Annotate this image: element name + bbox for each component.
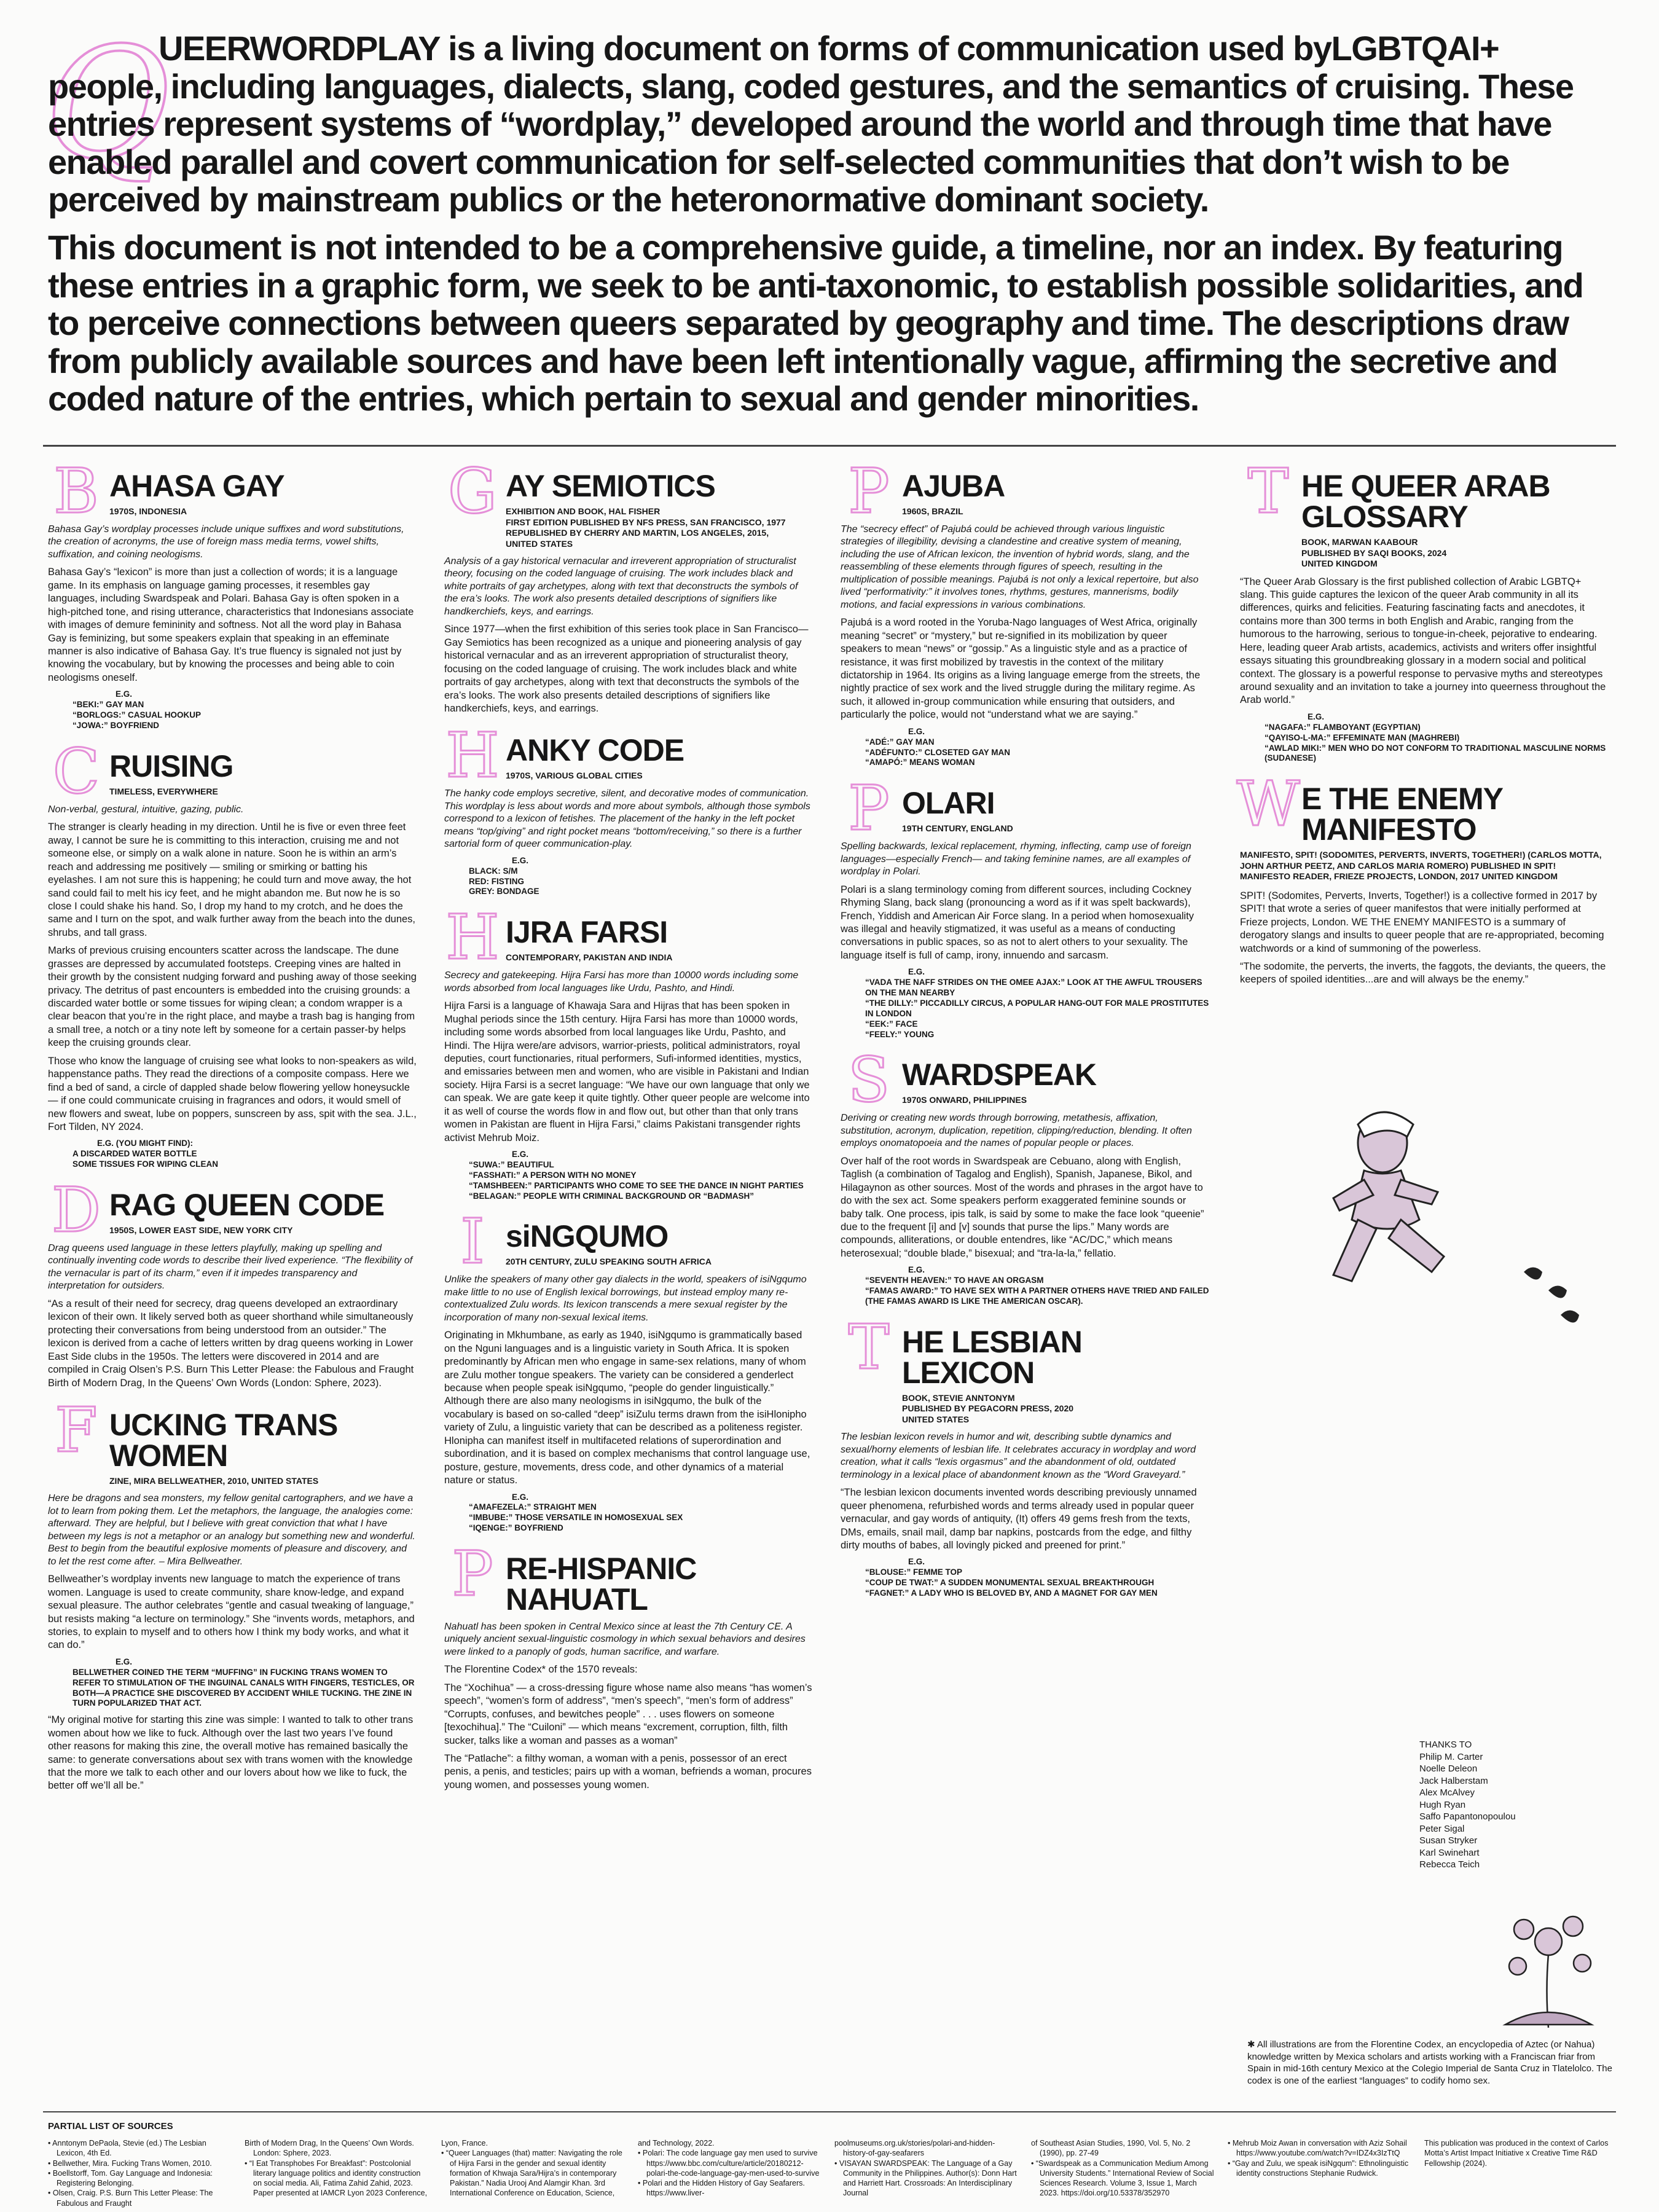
drop-cap [444, 720, 501, 792]
entry-body: The stranger is clearly heading in my direction. Until he is five or even three feet away, I cannot be sure he is committing to this interaction, cruising me and not someone else, or simply on a walk alone in nature. Soon he is within an arm’s reach and addressing me positively — smiling or smirking or batting his eyelashes. I am not sure this is happening; he could turn and move away, the hot sand could fail to melt his icy feet, and he might abandon me. But now he is so close I could shake his hand. So, I drop my hand to my crotch, and he does the same and I turn on the spot, and walk further away from the beach into the dunes, shrubs, and tall grass. [48, 822, 416, 938]
sources-col-6: of Southeast Asian Studies, 1990, Vol. 5, No. 2 (1990), pp. 27-49 • “Swardspeak as a Communication Medium Among University Students.” International Review of Social Sciences Research. Volume 3, Issue 1, March 2023. https://doi.org/10.53378/352970 [1031, 2139, 1214, 2198]
entry-lesbian-lexicon [841, 1311, 1209, 1599]
codex-flower-illustration [1481, 1892, 1616, 2034]
codex-footnote: ✱ All illustrations are from the Florentine Codex, an encyclopedia of Aztec (or Nahua) knowledge written by Mexica scholars and artists working with a Franciscan friar from Spain in mid-16th century Mexico at the Colegio Imperial de Santa Cruz in Tlatelolco. The codex is one of the earliest “languages” to codify homo sex. [1247, 2039, 1612, 2086]
thanks-label: THANKS TO [1419, 1739, 1472, 1750]
drop-cap [444, 1538, 501, 1610]
drop-cap [48, 735, 104, 807]
sources-col-1: • Anntonym DePaola, Stevie (ed.) The Lesbian Lexicon, 4th Ed. • Bellwether, Mira. Fucking Trans Women, 2010. • Boellstorff, Tom. Gay Language and Indonesia: Registering Belonging. • Olsen, Craig. P.S. Burn This Letter Please: The Fabulous and Fraught [48, 2139, 213, 2208]
entry-meta: CONTEMPORARY, PAKISTAN AND INDIA [506, 952, 673, 963]
drop-cap [444, 1206, 501, 1278]
svg-text:P: P [848, 455, 890, 527]
svg-text:W: W [1236, 768, 1300, 841]
svg-text:T: T [1247, 455, 1289, 527]
top-divider [43, 445, 1616, 447]
entry-fucking-trans-women [48, 1394, 417, 1793]
drop-cap [1236, 768, 1300, 841]
entry-pre-hispanic-nahuatl [444, 1538, 813, 1792]
intro-paragraph-1: UEERWORDPLAY is a living document on forms of communication used byLGBTQAI+ people, including languages, dialects, slang, coded gestures, and the semantics of cruising. These entries represent systems of “wordplay,” developed around the world and through time that have enabled parallel and covert communication for self-selected communities that don’t wish to be perceived by mainstream publics or the heteronormative dominant society. [48, 29, 1574, 219]
drop-cap [444, 901, 501, 974]
entry-body: Polari is a slang terminology coming from different sources, including Cockney Rhyming Slang, back slang (pronouncing a word as if it was spelt backwards), French, Yiddish and American Air Force slang. In a period when homosexuality was illegal and heavily stigmatized, it was useful as a means of conducting conversations in public spaces, so as not to alert others to your sexuality. The language itself is full of camp, irony, innuendo and sarcasm. [841, 884, 1194, 961]
entry-title: E THE ENEMY MANIFESTO [1301, 782, 1503, 847]
entry-examples: E.G. “BLOUSE:” FEMME TOP “COUP DE TWAT:” A SUDDEN MONUMENTAL SEXUAL BREAKTHROUGH “FAGNET:” A LADY WHO IS BELOVED BY, AND A MAGNET FOR GAY MEN [865, 1557, 1158, 1598]
svg-text:B: B [53, 455, 99, 527]
entry-examples: E.G. “ADÉ:” GAY MAN “ADÉFUNTO:” CLOSETED GAY MAN “AMAPÓ:” MEANS WOMAN [865, 726, 1011, 767]
entry-body: Originating in Mkhumbane, as early as 1940, isiNgqumo is grammatically based on the Nguni languages and is a linguistic variety in South Africa. It is spoken predominantly by African men who engage in same-sex relations, many of whom are Zulu mother tongue speakers. The variety can be considered a genderlect because when people speak isiNgqumo, “people do gender linguistically.” Although there are also many neologisms in isiNgqumo, the bulk of the vocabulary is based on so-called “deep” isiZulu terms drawn from the isiHlonipho variety of Zulu, a linguistic variety that can be described as a politeness register. Hlonipha can manifest itself in multifaceted relations of superordination and subordination, and it is based on complex mechanisms that control language use, posture, gesture, movements, dress code, and other dynamics of a material nature or status. [444, 1330, 810, 1486]
entry-meta: BOOK, MARWAN KAABOUR PUBLISHED BY SAQI BOOKS, 2024 UNITED KINGDOM [1301, 537, 1447, 568]
drop-cap [841, 455, 897, 527]
drop-cap [841, 772, 897, 845]
svg-text:S: S [847, 1044, 890, 1116]
sources-col-7: • Mehrub Moiz Awan in conversation with Aziz Sohail https://www.youtube.com/watch?v=IDZ4x3IzTtQ • “Gay and Zulu, we speak isiNgqum”: Ethnolinguistic identity constructions Stephanie Rudwick. [1228, 2139, 1409, 2178]
entry-meta: MANIFESTO, SPIT! (SODOMITES, PERVERTS, INVERTS, TOGETHER!) (CARLOS MOTTA, JOHN ARTHUR PEETZ, AND CARLOS MARIA ROMERO) PUBLISHED IN SPIT! MANIFESTO READER, FRIEZE PROJECTS, LONDON, 2017 UNITED KINGDOM [1240, 850, 1602, 882]
entry-meta: TIMELESS, EVERYWHERE [109, 786, 218, 796]
entry-meta: BOOK, STEVIE ANNTONYM PUBLISHED BY PEGACORN PRESS, 2020 UNITED STATES [902, 1392, 1074, 1424]
svg-text:T: T [848, 1311, 890, 1383]
entry-body: Hijra Farsi is a language of Khawaja Sara and Hijras that has been spoken in Mughal periods since the 15th century. Hijra Farsi has more than 10000 words, including some words absorbed from local languages like Urdu, Pashto, and Hindi. The Hijra were/are advisors, warrior-priests, political administrators, royal deputies, court functionaries, ritual performers, Sufi-informed identities, mystics, and emissaries between men and women, who are visible in Pakistani and Indian society. Hijra Farsi is a secret language: “We have our own language that only we can speak. We are gate keep it quite tightly. Other queer people are welcome into it as well of course the words flow in and flow out, but other than that only trans women in Pakistan are fluent in Hijra Farsi,” claims Pakistani transgender rights activist Mehrub Moiz. [444, 1000, 810, 1143]
entry-body: SPIT! (Sodomites, Perverts, Inverts, Together!) is a collective formed in 2017 by SPIT! that wrote a series of queer manifestos that were initially performed at Frieze projects, London. WE THE ENEMY MANIFESTO is a summary of derogatory slangs and insults to queer people that are re-appropriated, becoming watchwords or a kind of summoning of the powerless. [1240, 890, 1604, 954]
entry-title: IJRA FARSI [506, 915, 668, 950]
entry-title: AY SEMIOTICS [506, 469, 715, 503]
sources-col-2: Birth of Modern Drag, In the Queens’ Own Words. London: Sphere, 2023. • “I Eat Transphobes For Breakfast”: Postcolonial literary language politics and identity construction on social media. Ali, Fatima Zahid Zahid, 2023. Paper presented at IAMCR Lyon 2023 Conference, [245, 2139, 428, 2198]
intro [48, 29, 1621, 418]
svg-text:H: H [445, 901, 500, 974]
entry-title: WARDSPEAK [902, 1057, 1097, 1092]
entry-meta: 1970S, INDONESIA [109, 506, 187, 516]
entry-body: The Florentine Codex* of the 1570 reveals: [444, 1664, 638, 1676]
entry-body: Marks of previous cruising encounters scatter across the landscape. The dune grasses are depressed by accumulated footsteps. Creeping vines are halted in their growth by the consistent nudging forward and pushing away of those seeking privacy. The detritus of past encounters is embedded into the cruising grounds: a discarded water bottle or some tissues for wiping clean; a condom wrapper is a clear beacon that you’re in the right place, and maybe a trash bag is hanging from a small tree, a notch or a tiny note left by someone for a certain passer-by helps keep the cruising grounds clear. [48, 945, 417, 1049]
entry-body: “The sodomite, the perverts, the inverts, the faggots, the deviants, the queers, the keepers of spoiled identities...are and will always be the enemy.” [1240, 960, 1606, 986]
entry-body: The “Xochihua” — a cross-dressing figure whose name also means “has women’s speech”, “women’s form of address”, “men’s speech”, “men’s form of address” “Corrupts, confuses, and bewitches people” . . . uses flowers on someone [texochihua].” The “Cuiloni” — which means “excrement, corruption, filth, filth sucker, talks like a woman and passes as a woman” [444, 1682, 812, 1746]
entry-title: ANKY CODE [506, 733, 684, 768]
entry-examples: E.G. “VADA THE NAFF STRIDES ON THE OMEE AJAX:” LOOK AT THE AWFUL TROUSERS ON THE MAN NEARBY “THE DILLY:” PICCADILLY CIRCUS, A POPULAR HANG-OUT FOR MALE PROSTITUTES IN LONDON “EEK:” FACE “FEELY:” YOUNG [865, 967, 1209, 1039]
entry-lead: Spelling backwards, lexical replacement, rhyming, inflecting, camp use of foreign languages—especially French— and taking feminine names, are all examples of wordplay in Polari. [841, 841, 1191, 877]
entry-body: “As a result of their need for secrecy, drag queens developed an extraordinary lexicon of their own. It likely served both as queer shorthand while simultaneously protecting their conversations from being understood from an outsider.” The lexicon is derived from a cache of letters written by drag queens working in Lower East Side clubs in the 1950s. The letters were discovered in 2014 and are compiled in Craig Olsen’s P.S. Burn This Letter Please: the Fabulous and Fraught Birth of Modern Drag, In the Queens’ Own Words (London: Sphere, 2023). [48, 1298, 414, 1389]
entry-hanky-code [444, 720, 813, 897]
drop-cap [841, 1311, 897, 1383]
entry-we-the-enemy-manifesto [1236, 768, 1609, 987]
svg-text:P: P [452, 1538, 493, 1610]
entry-body: Bahasa Gay’s “lexicon” is more than just a collection of words; it is a language game. In its emphasis on language gaming processes, it resembles gay languages, including Swardspeak and Polari. Bahasa Gay is often spoken in a high-pitched tone, and rising utterance, characteristics that Indonesians associate with images of demure femininity and softness. Not all the word play in Bahasa Gay is feminizing, but some speakers explain that speaking in an effeminate manner is also indicative of Bahasa Gay. It’s true fluency is signaled not just by knowing the vocabulary, but by knowing the processes and being able to coin neologisms oneself. [48, 567, 414, 683]
entry-hijra-farsi [444, 901, 813, 1201]
entry-body: “The Queer Arab Glossary is the first published collection of Arabic LGBTQ+ slang. This guide captures the lexicon of the queer Arab community in all its differences, quirks and felicities. Featuring fascinating facts and anecdotes, it contains more than 300 terms in both English and Arabic, ranging from the humorous to the harrowing, serious to tongue-in-cheek, pejorative to endearing. Here, leading queer Arab artists, academics, activists and writers offer insightful essays situating this groundbreaking glossary in a modern social and political context. The glossary is a powerful response to pervasive myths and stereotypes around sexuality and an invitation to take a journey into queerness throughout the Arab world.” [1240, 576, 1606, 706]
entry-lead: The hanky code employs secretive, silent, and decorative modes of communication. This wordplay is less about words and more about symbols, although those symbols correspond to a lexicon of fetishes. The placement of the hanky in the left pocket means “top/giving” and right pocket means “bottom/receiving,” so there is a further sartorial form of queer communication-play. [444, 788, 810, 850]
sources-col-3: Lyon, France. • “Queer Languages (that) matter: Navigating the role of Hijra Farsi in the gender and sexual identity formation of Khwaja Sara/Hijra’s in contemporary Pakistan.” Nadia Urooj And Alamgir Khan. 3rd International Conference on Education, Science, [441, 2139, 622, 2198]
thanks-list: THANKS TO Philip M. Carter Noelle Deleon Jack Halberstam Alex McAlvey Hugh Ryan Saffo Papantonopoulou Peter Sigal Susan Stryker Karl Swinehart Rebecca Teich [1419, 1739, 1516, 1870]
entry-examples: E.G. “SEVENTH HEAVEN:” TO HAVE AN ORGASM “FAMAS AWARD:” TO HAVE SEX WITH A PARTNER OTHERS HAVE TRIED AND FAILED (THE FAMAS AWARD IS LIKE THE AMERICAN OSCAR). [865, 1265, 1209, 1306]
entry-lead: Secrecy and gatekeeping. Hijra Farsi has more than 10000 words including some words absorbed from local languages like Urdu, Pashto, and Hindi. [444, 970, 799, 994]
entry-body: The “Patlache”: a filthy woman, a woman with a penis, possessor of an erect penis, a penis, and testicles; pairs up with a woman, befriends a woman, procures young women, and possesses young women. [444, 1753, 812, 1790]
entry-body: Those who know the language of cruising see what looks to non-speakers as wild, happenstance paths. They read the directions of a composite compass. Here we find a bed of sand, a circle of dappled shade below flowering yellow honeysuckle — if one could communicate cruising in fragrances and odors, it would smell of new flowers and sweat, lube on poppers, sunscreen by ass, spit with the sea. J.L., Fort Tilden, NY 2024. [48, 1055, 417, 1132]
intro-drop-cap-letter: Q [44, 14, 171, 193]
codex-figure-illustration [1278, 1088, 1622, 1333]
column-3 [841, 455, 1209, 1610]
drop-cap [48, 455, 104, 527]
svg-text:C: C [52, 735, 100, 807]
entry-lead: Bahasa Gay’s wordplay processes include unique suffixes and word substitutions, the creation of acronyms, the use of foreign mass media terms, vowel shifts, suffixation, and coining neologisms. [48, 524, 404, 560]
entry-pajuba [841, 455, 1209, 768]
drop-cap [48, 1174, 104, 1246]
entry-title: AHASA GAY [109, 469, 284, 503]
entry-meta: 1960S, BRAZIL [902, 506, 963, 516]
sources-col-4: and Technology, 2022. • Polari: The code language gay men used to survive https://www.bbc.com/culture/article/20180212-polari-the-code-language-gay-men-used-to-survive • Polari and the Hidden History of Gay Seafarers. https://www.liver- [638, 2139, 820, 2198]
entry-examples: E.G. (YOU MIGHT FIND): A DISCARDED WATER BOTTLE SOME TISSUES FOR WIPING CLEAN [73, 1139, 219, 1169]
entry-isingqumo [444, 1206, 813, 1534]
entry-title: RUISING [109, 748, 233, 783]
entry-cruising [48, 735, 417, 1170]
svg-text:I: I [460, 1206, 485, 1278]
entry-title: AJUBA [902, 469, 1005, 503]
entry-meta: 1970S ONWARD, PHILIPPINES [902, 1095, 1027, 1105]
svg-text:H: H [445, 720, 500, 792]
entry-title: HE LESBIAN LEXICON [902, 1324, 1082, 1390]
entry-lead: Drag queens used language in these letters playfully, making up spelling and continually inventing code words to describe their lived experience. “The flexibility of the vernacular is part of its charm,” even if it impedes transparency and interpretation for outsiders. [48, 1243, 413, 1292]
entry-body: Over half of the root words in Swardspeak are Cebuano, along with English, Taglish (a combination of Tagalog and English), Spanish, Japanese, Bikol, and Hilagaynon as other sources. Most of the words and phrases in the argot have to do with the sex act. Some speakers perform exaggerated feminine sounds or baby talk. One process, ipis talk, is said by some to make the face look “queenie” due to the frequent [i] and [v] sounds that purse the lips.” Many words are compounds, alliterations, or double entendres, like “AC/DC,” which means heterosexual; “double blade,” bisexual; and “tra-la-la,” fellatio. [841, 1155, 1204, 1259]
entry-queer-arab-glossary [1240, 455, 1609, 764]
entry-examples: E.G. “BEKI:” GAY MAN “BORLOGS:” CASUAL HOOKUP “JOWA:” BOYFRIEND [73, 689, 202, 730]
entry-lead: Deriving or creating new words through borrowing, metathesis, affixation, substitution, acronym, duplication, repetition, clipping/reduction, blending. It often employs onomatopoeia and the names of popular people or places. [841, 1113, 1192, 1149]
entry-body: Pajubá is a word rooted in the Yoruba-Nago languages of West Africa, originally meaning “secret” or “mystery,” but re-signified in its mobilization by queer speakers to mean “news” or “gossip.” As a linguistic style and as a practice of resistance, it was first mobilized by travestis in the context of the military dictatorship in 1964. Its origins as a living language emerge from the streets, the nightly practice of sex work and the lived struggle during the military regime. As such, it allowed in-group communication while ensuring that outsiders, and particularly the police, would not “understand what we are saying.” [841, 617, 1201, 721]
svg-text:P: P [848, 772, 890, 845]
drop-cap [48, 1394, 104, 1466]
entry-lead: Here be dragons and sea monsters, my fellow genital cartographers, and we have a lot to learn from poking them. Let the metaphors, the language, the analogies come: afterward. They are helpful, but I believe with great conviction that what I have between my legs is not a metaphor or an analogy but something new and wonderful. Best to begin from the beautiful explosive moments of pleasure and discovery, and to let the rest come after. – Mira Bellweather. [48, 1493, 415, 1567]
entry-drag-queen-code [48, 1174, 417, 1390]
entry-examples: E.G. “NAGAFA:” FLAMBOYANT (EGYPTIAN) “QAYISO-L-MA:” EFFEMINATE MAN (MAGHREBI) “AWLAD MIKI:” MEN WHO DO NOT CONFORM TO TRADITIONAL MASCULINE NORMS (SUDANESE) [1265, 712, 1606, 763]
bottom-divider [43, 2111, 1616, 2112]
sources-col-5: poolmuseums.org.uk/stories/polari-and-hidden-history-of-gay-seafarers • VISAYAN SWARDSPEAK: The Language of a Gay Community in the Philippines. Author(s): Donn Hart and Harriett Hart. Crossroads: An Interdisciplinary Journal [834, 2139, 1017, 2198]
column-1 [48, 455, 417, 1804]
entry-examples: E.G. BLACK: S/M RED: FISTING GREY: BONDAGE [469, 855, 539, 896]
entry-title: OLARI [902, 786, 995, 821]
entry-title: RAG QUEEN CODE [109, 1188, 385, 1222]
entry-lead: The lesbian lexicon revels in humor and wit, describing subtle dynamics and sexual/horny elements of lesbian life. It celebrates accuracy in wordplay and word creation, what it calls “lexis orgasmus” and the abandonment of old, outdated terminology in a lexical place of abandonment known as the “Word Graveyard.” [841, 1432, 1196, 1480]
entry-title: UCKING TRANS WOMEN [109, 1407, 338, 1473]
entry-meta: 1970S, VARIOUS GLOBAL CITIES [506, 771, 643, 781]
column-2 [444, 455, 813, 1803]
column-4 [1236, 455, 1609, 998]
svg-text:F: F [55, 1394, 98, 1466]
entry-meta: EXHIBITION AND BOOK, HAL FISHER FIRST EDITION PUBLISHED BY NFS PRESS, SAN FRANCISCO, 1977 REPUBLISHED BY CHERRY AND MARTIN, LOS ANGELES, 2015, UNITED STATES [506, 506, 786, 549]
entry-title: RE-HISPANIC NAHUATL [506, 1551, 697, 1617]
entry-meta: 19TH CENTURY, ENGLAND [902, 823, 1013, 834]
entry-examples: E.G. BELLWETHER COINED THE TERM “MUFFING” IN FUCKING TRANS WOMEN TO REFER TO STIMULATION OF THE INGUINAL CANALS WITH FINGERS, TESTICLES, OR BOTH—A PRACTICE SHE DISCOVERED BY ACCIDENT WHILE TUCKING. THE ZINE IN TURN POPULARIZED THAT ACT. [73, 1657, 415, 1708]
drop-cap [1240, 455, 1296, 527]
entry-lead: Non-verbal, gestural, intuitive, gazing, public. [48, 804, 244, 815]
entry-body: Since 1977—when the first exhibition of this series took place in San Francisco—Gay Semiotics has been recognized as a unique and pioneering analysis of gay historical vernacular and as an irreverent appropriation of structuralist theory, focusing on the coded language of cruising. The work includes black and white portraits of gay archetypes, along with text that deconstructs the symbols of the era’s looks. The work also presents detailed descriptions of signifiers like handkerchiefs, keys, and earrings. [444, 624, 809, 714]
entry-swardspeak [841, 1044, 1209, 1306]
entry-body: “The lesbian lexicon documents invented words describing previously unnamed queer phenomena, refurbished words and terms already used in popular queer vernacular, and gay words of antiquity, (It) offers 49 gems fresh from the texts, DMs, emails, snail mail, damp bar napkins, postcards from the edge, and filthy dirty mouths of babes, all lovingly picked and preened for print.” [841, 1487, 1197, 1551]
entry-lead: Analysis of a gay historical vernacular and irreverent appropriation of structuralist theory, focusing on the coded language of cruising. The work includes black and white portraits of gay archetypes, along with text that deconstructs the symbols of the era’s looks. The work also presents detailed descriptions of signifiers like handkerchiefs, keys, and earrings. [444, 556, 798, 617]
drop-cap [444, 455, 501, 527]
entry-lead: Unlike the speakers of many other gay dialects in the world, speakers of isiNgqumo make little to no use of English lexical borrowings, but instead employ many re-contextualized Zulu words. Its lexicon transcends a mere sexual register by the incorporation of many non-sexual lexical items. [444, 1274, 807, 1323]
entry-lead: Nahuatl has been spoken in Central Mexico since at least the 7th Century CE. A uniquely ancient sexual-linguistic cosmology in which sexual behaviors and desires were linked to a panoply of gods, human sacrifice, and warfare. [444, 1622, 806, 1657]
sources-col-8: This publication was produced in the context of Carlos Motta’s Artist Impact Initiative x Creative Time R&D Fellowship (2024). [1424, 2139, 1609, 2168]
entry-lead: The “secrecy effect” of Pajubá could be achieved through various linguistic strategies of illegibility, devising a clandestine and creative system of meaning, including the use of African lexicon, the invention of hybrid words, slang, and the reassembling of these elements through figures of speech, resulting in the multiplication of possible meanings. Pajubá is not only a lexical repertoire, but also lived “performativity:” it involves tones, rhythms, gestures, mannerisms, bodily motions, and facial expressions in various combinations. [841, 524, 1199, 610]
entry-bahasa-gay [48, 455, 417, 731]
svg-text:G: G [448, 455, 497, 527]
intro-paragraph-2: This document is not intended to be a comprehensive guide, a timeline, nor an index. By featuring these entries in a graphic form, we seek to be anti-taxonomic, to establish possible solidarities, and to perceive connections between queers separated by geography and time. The descriptions draw from publicly available sources and have been left intentionally vague, affirming the secretive and coded nature of the entries, which pertain to sexual and gender minorities. [48, 227, 1583, 418]
sources-title: PARTIAL LIST OF SOURCES [48, 2121, 173, 2132]
entry-title: siNGQUMO [506, 1219, 669, 1254]
entry-meta: ZINE, MIRA BELLWEATHER, 2010, UNITED STATES [109, 1475, 319, 1486]
entry-polari [841, 772, 1209, 1040]
entry-body: Bellweather’s wordplay invents new language to match the experience of trans women. Language is used to create community, share know-ledge, and expand sexual pleasure. The author celebrates “gentle and casual tweaking of language,” but resists making “a lecture on terminology.” She “invents words, metaphors, and stories, to explain to myself and to others how I think my body works, and what it can do.” [48, 1574, 415, 1651]
svg-text:D: D [51, 1174, 101, 1246]
entry-gay-semiotics [444, 455, 813, 715]
entry-body: “My original motive for starting this zine was simple: I wanted to talk to other trans women about how we like to fuck. Although over the last two years I’ve found other reasons for making this zine, the overall motive has remained basically the same: to generate conversations about sex with trans women with the knowledge that the more we talk to each other and our lovers about how we like to fuck, the better off we’ll all be.” [48, 1714, 414, 1792]
entry-examples: E.G. “AMAFEZELA:” STRAIGHT MEN “IMBUBE:” THOSE VERSATILE IN HOMOSEXUAL SEX “IQENGE:” BOYFRIEND [469, 1492, 683, 1533]
drop-cap [841, 1044, 897, 1116]
entry-examples: E.G. “SUWA:” BEAUTIFUL “FASSHATI:” A PERSON WITH NO MONEY “TAMSHBEEN:” PARTICIPANTS WHO COME TO SEE THE DANCE IN NIGHT PARTIES “BELAGAN:” PEOPLE WITH CRIMINAL BACKGROUND OR “BADMASH” [469, 1150, 804, 1201]
entry-title: HE QUEER ARAB GLOSSARY [1301, 469, 1550, 534]
entry-meta: 1950S, LOWER EAST SIDE, NEW YORK CITY [109, 1225, 293, 1235]
entry-meta: 20TH CENTURY, ZULU SPEAKING SOUTH AFRICA [506, 1257, 712, 1267]
